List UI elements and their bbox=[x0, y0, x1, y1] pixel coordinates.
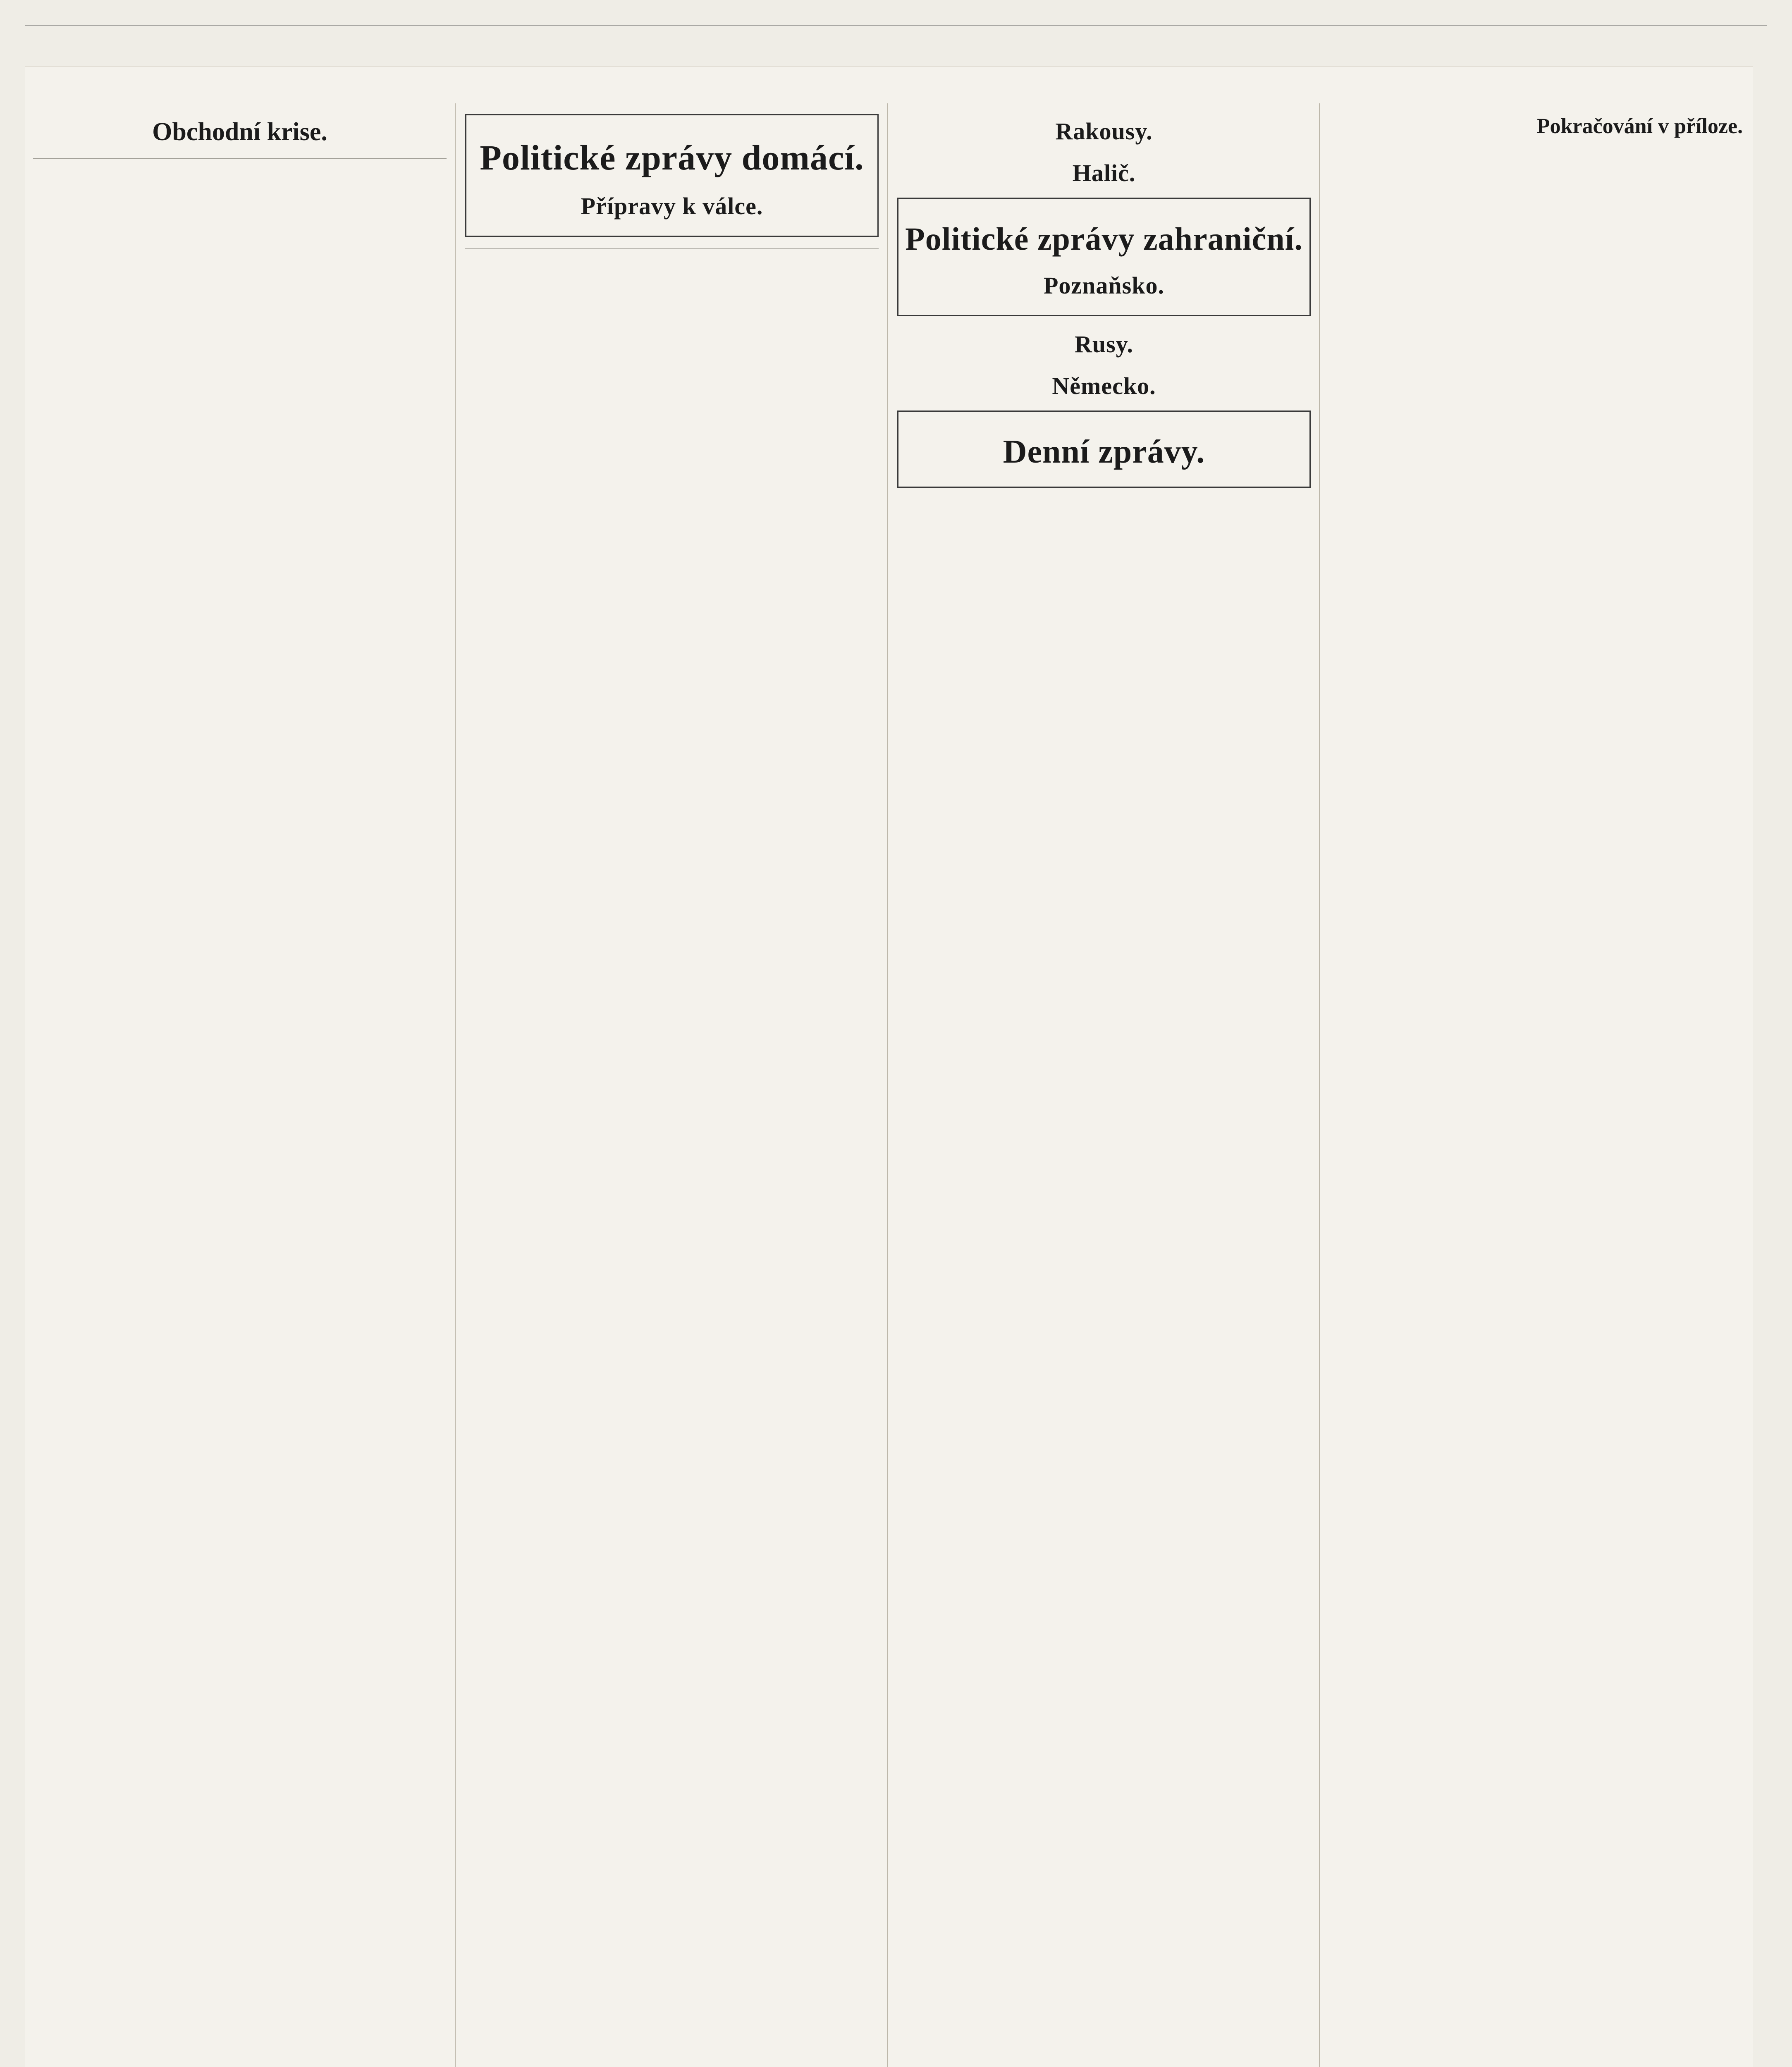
column-4 bbox=[1329, 103, 1743, 2067]
headline-poznansko: Poznaňsko. bbox=[1043, 272, 1164, 299]
domaci-frame bbox=[465, 114, 879, 237]
continued-in-supplement: Pokračování v příloze. bbox=[1536, 115, 1743, 138]
headline-denni-zpravy: Denní zprávy. bbox=[1003, 434, 1205, 470]
headline-politicke-zpravy-zahranicni: Politické zprávy zahraniční. bbox=[905, 221, 1303, 257]
column-rule-1 bbox=[455, 103, 456, 2067]
denni-zpravy-frame bbox=[897, 411, 1311, 488]
headline-halic: Halič. bbox=[1072, 160, 1136, 186]
headline-nemecko: Německo. bbox=[1052, 372, 1156, 399]
headline-politicke-zpravy-domaci: Politické zprávy domácí. bbox=[480, 138, 864, 177]
column-rule-3 bbox=[1319, 103, 1320, 2067]
headline-pripravy-k-valce: Přípravy k válce. bbox=[581, 193, 763, 220]
column-2 bbox=[465, 103, 879, 2067]
column-1 bbox=[33, 103, 447, 2067]
headline-obchodni-krise: Obchodní krise. bbox=[152, 118, 327, 146]
c2-divider bbox=[465, 248, 879, 249]
newspaper-page bbox=[25, 66, 1753, 2067]
headline-rusy: Rusy. bbox=[1074, 331, 1133, 358]
column-rule-2 bbox=[887, 103, 888, 2067]
c3-zahranicni bbox=[897, 330, 1311, 400]
headline-rakousy: Rakousy. bbox=[1055, 118, 1153, 145]
zahranicni-frame bbox=[897, 198, 1311, 316]
column-3 bbox=[897, 103, 1311, 2067]
c1-divider bbox=[33, 158, 447, 159]
top-rule bbox=[25, 25, 1767, 26]
